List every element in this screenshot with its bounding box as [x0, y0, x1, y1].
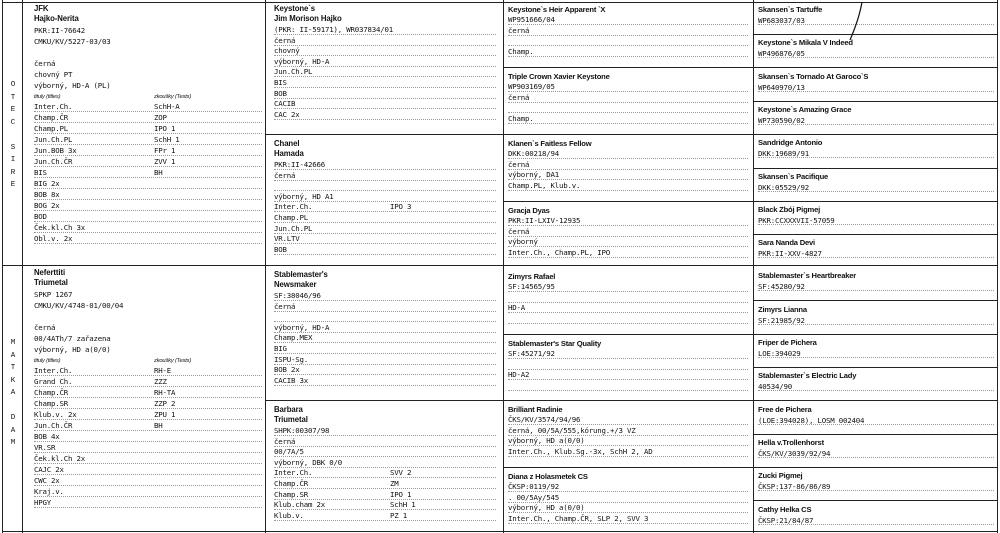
divider-col4-d	[753, 234, 998, 235]
dog-detail: BOB	[274, 244, 287, 254]
dog-name: Hella v.Trollenhorst	[758, 437, 824, 447]
dotted-guide	[34, 210, 262, 211]
test-entry: ZVV 1	[154, 157, 176, 166]
dog-name: Triple Crown Xavier Keystone	[508, 72, 610, 81]
dog-detail: WP683037/03	[758, 16, 805, 25]
dog-name: Hamada	[274, 149, 304, 158]
title-entry: BIG 2x	[34, 179, 60, 188]
dotted-guide	[274, 300, 496, 301]
test-entry: IPO 1	[390, 489, 412, 499]
dotted-guide	[508, 158, 748, 159]
test-entry: FPr 1	[154, 146, 176, 155]
dog-detail: Champ.PL, Klub.v.	[508, 180, 581, 190]
dotted-guide	[508, 291, 748, 292]
divider-col4-g	[753, 434, 998, 435]
dog-name: Newsmaker	[274, 280, 317, 289]
dog-name: Stablemaster's	[274, 270, 328, 279]
test-entry: RH-E	[154, 366, 171, 375]
side-letter: K	[10, 376, 16, 385]
dotted-guide	[274, 311, 496, 312]
title-entry: CWC 2x	[34, 476, 60, 485]
dotted-guide	[274, 342, 496, 343]
dog-detail: výborný, HD-A	[274, 56, 330, 66]
dotted-guide	[508, 123, 748, 124]
dog-name: Triumetal	[34, 278, 68, 287]
dog-detail: 00/7A/5	[274, 447, 304, 457]
dog-detail: LOE:394029	[758, 349, 801, 358]
dotted-guide	[508, 236, 748, 237]
divider-col4-a	[753, 34, 998, 35]
title-entry: BOG 2x	[34, 201, 60, 210]
dog-detail: výborný, HD A1	[274, 191, 334, 201]
sire-side-label	[6, 82, 20, 195]
test-entry: ZZP 2	[154, 399, 176, 408]
dotted-guide	[274, 446, 496, 447]
dotted-guide	[508, 456, 748, 457]
dog-name: Sara Nanda Devi	[758, 238, 815, 248]
dotted-guide	[34, 177, 262, 178]
dog-detail: černá	[508, 159, 530, 169]
side-letter: C	[10, 118, 16, 127]
dotted-guide	[274, 34, 496, 35]
dog-detail: ČKSP:21/84/87	[758, 515, 814, 525]
border-bottom	[2, 531, 998, 532]
dotted-guide	[34, 221, 262, 222]
test-entry: ZOP	[154, 113, 167, 122]
side-letter: O	[10, 81, 16, 89]
dog-detail: ISPU-Sg.	[274, 354, 308, 364]
dog-detail: SF:45271/92	[508, 349, 555, 358]
dog-detail: Inter.Ch., Champ.ČR, SLP 2, SVV 3	[508, 513, 649, 523]
dotted-guide	[34, 386, 262, 387]
dog-detail: Champ.	[508, 46, 534, 56]
dog-detail: Champ.SR	[274, 489, 308, 499]
dog-detail: (LOE:394028), LOSM 002404	[758, 415, 865, 425]
dotted-guide	[274, 108, 496, 109]
divider-label-column	[22, 0, 23, 533]
title-entry: Jun.BOB 3x	[34, 146, 77, 155]
dotted-guide	[34, 232, 262, 233]
dog-detail: výborný, HD-A	[274, 322, 330, 332]
dog-detail: (PKR: II-59171), WR037834/01	[274, 25, 393, 34]
dotted-guide	[34, 430, 262, 431]
dog-detail: PKR:II-76642	[34, 26, 85, 35]
dog-detail: CMKU/KV/4748-01/00/04	[34, 301, 124, 310]
test-entry: SchH-A	[154, 102, 180, 111]
dog-detail: BOB 2x	[274, 365, 300, 375]
dog-detail: výborný, DA1	[508, 170, 559, 179]
side-letter: R	[10, 168, 16, 177]
dotted-guide	[508, 390, 748, 391]
dog-detail: . 00/5Ay/545	[508, 492, 559, 502]
divider-col4-h	[753, 500, 998, 501]
dog-detail: SF:38046/96	[274, 291, 321, 300]
dog-detail: SHPK:00307/98	[274, 426, 330, 435]
dotted-guide	[274, 385, 496, 386]
dotted-guide	[34, 496, 262, 497]
dotted-guide	[508, 190, 748, 191]
dog-detail: chovný PT	[34, 70, 73, 79]
dotted-guide	[508, 379, 748, 380]
dog-detail: černá	[508, 92, 530, 102]
side-letter: E	[10, 106, 16, 114]
dotted-guide	[34, 463, 262, 464]
title-entry: CAJC 2x	[34, 465, 64, 474]
dog-detail: výborný, DBK 0/0	[274, 457, 342, 467]
dotted-guide	[34, 375, 262, 376]
dog-detail: černá	[274, 170, 296, 180]
dog-detail: černá	[274, 301, 296, 311]
dog-detail: BOB	[274, 88, 287, 98]
dotted-guide	[34, 166, 262, 167]
dotted-guide	[508, 102, 748, 103]
dog-detail: černá	[34, 323, 56, 332]
dotted-guide	[508, 523, 748, 524]
dotted-guide	[274, 364, 496, 365]
dog-detail: Inter.Ch., Champ.PL, IPO	[508, 247, 610, 257]
side-letter: A	[10, 426, 16, 435]
dotted-guide	[508, 302, 748, 303]
test-entry: PZ 1	[390, 510, 407, 520]
dog-name: Stablemaster`s Heartbreaker	[758, 271, 857, 281]
dog-detail: výborný, HD a(0/0)	[508, 503, 585, 512]
title-entry: BOB 4x	[34, 432, 60, 441]
dog-name: Skansen`s Pacifique	[758, 171, 829, 181]
dog-detail: WP496876/05	[758, 49, 805, 59]
test-entry: BH	[154, 168, 163, 177]
dog-detail: WP640970/13	[758, 82, 805, 92]
dotted-guide	[508, 358, 748, 359]
title-entry: HPGY	[34, 498, 51, 507]
dog-detail: černá, 00/5A/555,kórung.+/3 VZ	[508, 425, 636, 435]
dog-detail: Jun.Ch.PL	[274, 67, 313, 77]
dotted-guide	[34, 485, 262, 486]
dog-detail: Champ.PL	[274, 213, 308, 222]
dotted-guide	[274, 45, 496, 46]
dog-detail: WP951666/04	[508, 15, 555, 24]
dog-detail: DKK:19689/91	[758, 149, 809, 159]
dog-name: Free de Pichera	[758, 404, 812, 414]
dog-detail: Inter.Ch.	[274, 468, 313, 478]
dog-name: Skansen`s Tartuffe	[758, 5, 823, 14]
dotted-guide	[508, 323, 748, 324]
dog-name: Gracja Dyas	[508, 206, 550, 215]
dog-name: Brilliant Radinie	[508, 405, 563, 414]
dog-detail: výborný, HD-A (PL)	[34, 81, 111, 90]
dog-name: Stablemaster`s Electric Lady	[758, 371, 857, 381]
dog-detail: ČKS/KV/3039/92/94	[758, 448, 831, 458]
dog-detail: CAC 2x	[274, 109, 300, 119]
dog-detail: výborný	[508, 237, 538, 246]
test-entry: SchH 1	[154, 135, 180, 144]
divider-column-3	[503, 0, 504, 533]
dog-detail: SF:14565/95	[508, 282, 555, 291]
dotted-guide	[34, 199, 262, 200]
dog-detail: SF:21985/92	[758, 315, 805, 325]
dog-detail: ČKSP:0119/92	[508, 482, 559, 491]
divider-column-4	[753, 0, 754, 533]
divider-col3-3	[503, 201, 998, 202]
dog-detail: PKR:II-42666	[274, 160, 325, 169]
dog-name: Klanen`s Faitless Fellow	[508, 139, 592, 148]
dog-name: Zimyrs Rafael	[508, 272, 556, 281]
dog-detail: černá	[508, 25, 530, 35]
dog-detail: PKR:II-XXV-4827	[758, 249, 822, 259]
dog-detail: CACIB 3x	[274, 375, 308, 385]
dog-detail: 40534/90	[758, 382, 792, 392]
title-entry: VR.SR	[34, 443, 56, 452]
test-entry: SchH 1	[390, 500, 416, 510]
dog-detail: černá	[274, 436, 296, 446]
dotted-guide	[34, 133, 262, 134]
dam-side-label	[6, 340, 20, 453]
dotted-guide	[34, 408, 262, 409]
dotted-guide	[508, 91, 748, 92]
dotted-guide	[34, 144, 262, 145]
title-entry: Obl.v. 2x	[34, 234, 73, 243]
dotted-guide	[34, 188, 262, 189]
side-letter	[6, 132, 20, 145]
divider-col3-5	[503, 334, 998, 335]
title-entry: Inter.Ch.	[34, 102, 73, 111]
divider-col4-b	[753, 101, 998, 102]
dog-detail: 00/4ATh/7 zařazena	[34, 334, 111, 343]
dotted-guide	[274, 233, 496, 234]
dotted-guide	[508, 112, 748, 113]
side-letter: T	[10, 93, 16, 102]
dog-name: Diana z Holasmetek CS	[508, 472, 588, 481]
titles-header: tituly (titles)	[34, 94, 61, 100]
dog-detail: Inter.Ch.	[274, 202, 313, 212]
dotted-guide	[508, 225, 748, 226]
border-right	[997, 0, 998, 533]
dog-name: Triumetal	[274, 415, 308, 424]
dog-name: Skansen`s Tornado At Garoco`S	[758, 71, 869, 81]
divider-col2-sire	[265, 134, 998, 135]
dog-name: Black Zbój Pigmej	[758, 204, 821, 214]
dog-detail: HD-A	[508, 303, 525, 312]
dotted-guide	[34, 452, 262, 453]
divider-col3-1	[503, 67, 998, 68]
dotted-guide	[758, 390, 994, 391]
dog-name: Stablemaster's Star Quality	[508, 339, 602, 348]
dog-detail: černá	[508, 226, 530, 236]
dog-detail: Inter.Ch., Klub.Sg.-3x, SchH 2, AD	[508, 446, 653, 456]
tests-header: zkoušky (Tests)	[154, 358, 192, 364]
dotted-guide	[274, 87, 496, 88]
divider-col4-e	[753, 300, 998, 301]
dotted-guide	[274, 435, 496, 436]
dotted-guide	[508, 24, 748, 25]
test-entry: SVV 2	[390, 468, 412, 478]
title-entry: Ček.kl.Ch 2x	[34, 454, 85, 463]
side-letter: E	[10, 181, 16, 189]
dotted-guide	[274, 520, 496, 521]
titles-header: tituly (titles)	[34, 358, 61, 364]
dotted-guide	[34, 243, 262, 244]
dog-detail: BIG	[274, 344, 287, 353]
dog-detail: DKK:05529/92	[758, 182, 809, 192]
dotted-guide	[34, 111, 262, 112]
dog-name: Chanel	[274, 139, 300, 148]
dog-detail: Champ.ČR	[274, 479, 308, 488]
dog-detail: Jun.Ch.PL	[274, 223, 313, 233]
dog-detail: BIS	[274, 78, 287, 87]
dog-detail: WP730590/02	[758, 115, 805, 125]
test-entry: IPO 1	[154, 124, 176, 133]
dotted-guide	[508, 35, 748, 36]
dog-detail: VR.LTV	[274, 234, 300, 244]
dog-detail: černá	[34, 59, 56, 68]
test-entry: IPO 3	[390, 202, 412, 212]
test-entry: ZZZ	[154, 377, 167, 386]
dotted-guide	[508, 45, 748, 46]
side-letter: A	[10, 351, 16, 360]
dotted-guide	[274, 169, 496, 170]
side-letter: I	[10, 156, 16, 164]
dotted-guide	[34, 419, 262, 420]
dog-detail: Champ.	[508, 113, 534, 123]
dog-detail: PKR:CCXXXVII-57059	[758, 215, 835, 225]
divider-col3-7	[503, 467, 998, 468]
dotted-guide	[274, 254, 496, 255]
dog-name: Zimyrs Lianna	[758, 304, 807, 314]
dotted-guide	[274, 98, 496, 99]
dog-detail: ČKSP:137-86/86/89	[758, 482, 831, 492]
dotted-guide	[274, 180, 496, 181]
title-entry: Jun.Ch.ČR	[34, 421, 73, 430]
dog-name: Hajko-Nerita	[34, 14, 79, 23]
divider-column-2	[265, 0, 266, 533]
dotted-guide	[274, 119, 496, 120]
title-entry: Inter.Ch.	[34, 366, 73, 375]
dog-name: Keystone`s Mikala V Indeed	[758, 38, 853, 48]
tests-header: zkoušky (Tests)	[154, 94, 192, 100]
dog-detail: ČKS/KV/3574/94/96	[508, 415, 581, 424]
dog-detail: výborný, HD a(0/0)	[508, 436, 585, 445]
dog-detail: Champ.MEX	[274, 333, 313, 343]
dotted-guide	[274, 76, 496, 77]
dotted-guide	[508, 369, 748, 370]
side-letter: S	[10, 143, 16, 152]
divider-sire-dam	[2, 265, 998, 266]
title-entry: Champ.SR	[34, 399, 68, 408]
dog-name: Keystone`s Heir Apparent `X	[508, 5, 606, 14]
dog-detail: Klub.v.	[274, 510, 304, 520]
dog-name: Sandridge Antonio	[758, 138, 823, 148]
dotted-guide	[508, 56, 748, 57]
dog-detail: DKK:00218/94	[508, 149, 559, 158]
dog-detail: CACIB	[274, 99, 296, 109]
title-entry: Kraj.v.	[34, 487, 64, 496]
dog-name: Jim Morison Hajko	[274, 14, 342, 23]
dog-detail: Klub.cham 2x	[274, 500, 325, 510]
dotted-guide	[34, 441, 262, 442]
dog-detail: SF:45280/92	[758, 282, 805, 292]
dotted-guide	[508, 312, 748, 313]
dog-name: Cathy Helka CS	[758, 504, 812, 514]
divider-col4-f	[753, 367, 998, 368]
title-entry: BOB 8x	[34, 190, 60, 199]
dotted-guide	[34, 397, 262, 398]
title-entry: Champ.PL	[34, 124, 68, 133]
dog-detail: černá	[274, 35, 296, 45]
dotted-guide	[34, 155, 262, 156]
dog-detail: CMKU/KV/5227-03/03	[34, 37, 111, 46]
test-entry: ZM	[390, 479, 399, 488]
test-entry: ZPU 1	[154, 410, 176, 419]
dog-detail: chovný	[274, 46, 300, 56]
title-entry: Champ.ČR	[34, 388, 68, 397]
title-entry: BIS	[34, 168, 47, 177]
dog-name: Zucki Pigmej	[758, 471, 803, 481]
title-entry: Champ.ČR	[34, 113, 68, 122]
dog-name: Barbara	[274, 405, 303, 414]
side-letter: M	[10, 439, 16, 447]
dog-detail: WP903169/05	[508, 82, 555, 91]
title-entry: Klub.v. 2x	[34, 410, 77, 419]
dog-detail: HD-A2	[508, 370, 530, 379]
title-entry: Jun.Ch.ČR	[34, 157, 73, 166]
dog-detail: výborný, HD a(0/0)	[34, 345, 111, 354]
title-entry: Grand Ch.	[34, 377, 73, 386]
dog-detail: SPKP 1267	[34, 290, 73, 299]
side-letter: A	[10, 389, 16, 397]
side-letter: D	[10, 414, 16, 422]
dog-name: JFK	[34, 4, 49, 13]
divider-col4-c	[753, 168, 998, 169]
dog-name: Friper de Pichera	[758, 338, 817, 347]
dog-detail: PKR:II-LXIV-12935	[508, 216, 581, 225]
side-letter: M	[10, 339, 16, 347]
dotted-guide	[34, 122, 262, 123]
dotted-guide	[34, 507, 262, 508]
test-entry: BH	[154, 421, 163, 430]
dotted-guide	[274, 509, 496, 510]
title-entry: BOD	[34, 212, 47, 221]
title-entry: Jun.Ch.PL	[34, 135, 73, 144]
dotted-guide	[508, 257, 748, 258]
test-entry: RH-TA	[154, 388, 176, 397]
dog-name: Neferttiti	[34, 268, 66, 277]
signature-mark	[840, 0, 870, 50]
side-letter: T	[10, 364, 16, 372]
border-left	[2, 0, 3, 533]
divider-col2-dam	[265, 400, 998, 401]
dog-name: Keystone`s Amazing Grace	[758, 104, 852, 114]
dog-name: Keystone`s	[274, 4, 316, 13]
dotted-guide	[34, 474, 262, 475]
dotted-guide	[274, 243, 496, 244]
title-entry: Ček.kl.Ch 3x	[34, 223, 85, 232]
